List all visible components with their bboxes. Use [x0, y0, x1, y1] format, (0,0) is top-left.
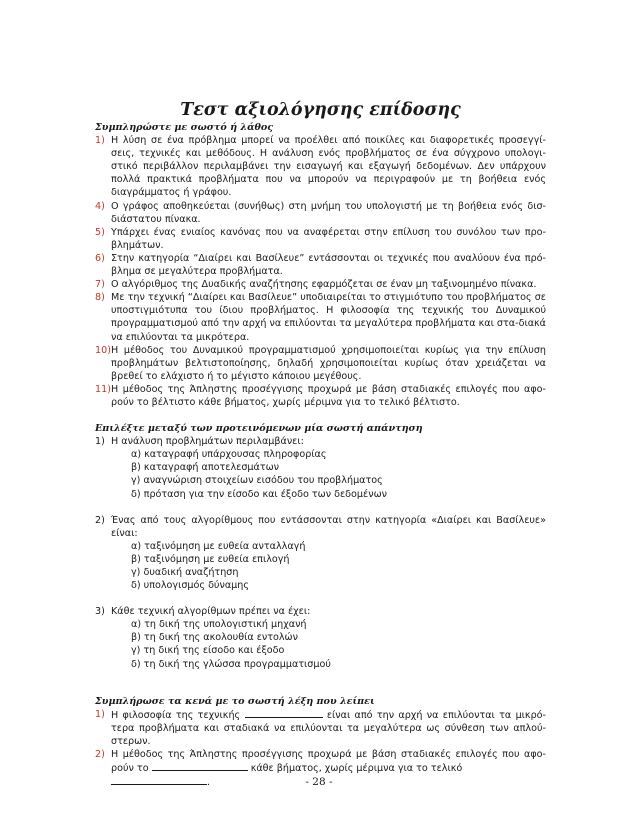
- item-number: 7): [95, 279, 105, 291]
- list-item: [95, 252, 546, 278]
- item-number: 2): [95, 749, 105, 761]
- true-false-list: [95, 134, 546, 409]
- item-text-before: Η φιλοσοφία της τεχνικής: [111, 709, 241, 721]
- item-text-end: .: [207, 777, 211, 789]
- item-text-before: Η μέθοδος της Άπληστης προσέγγισης προχωρά με βάση σταδιακές επιλογές που αφο-ρούν το: [111, 749, 546, 775]
- option: α) καταγραφή υπάρχουσας πληροφορίας: [131, 449, 327, 461]
- item-text: Η μέθοδος του Δυναμικού προγραμματισμού χρησιμοποιείται κυρίως για την επίλυση προβλημάτων βελτιστοποίησης, δηλαδή χρησιμοποιείται κυρίως όταν χρειάζεται να βρεθεί το ελάχιστο ή το μέγιστο κάποιου μεγέθους.: [111, 344, 546, 382]
- section-fill-blanks-heading: Συμπλήρωσε τα κενά με το σωστή λέξη που λείπει: [95, 695, 375, 707]
- option: γ) δυαδική αναζήτηση: [131, 567, 239, 578]
- blank-line[interactable]: [245, 708, 323, 718]
- question-stem: [95, 514, 546, 540]
- option: δ) τη δική της γλώσσα προγραμματισμού: [131, 658, 331, 670]
- option: δ) υπολογισμός δύναμης: [131, 580, 249, 592]
- item-number: 8): [95, 292, 105, 304]
- page-content: [95, 100, 546, 789]
- question-number: 2): [95, 514, 105, 526]
- item-text: Ο γράφος αποθηκεύεται (συνήθως) στη μνήμη του υπολογιστή με τη βοήθεια ενός δισ-διάστατου πίνακα.: [111, 200, 546, 225]
- option: γ) αναγνώριση στοιχείων εισόδου του προβλήματος: [131, 475, 383, 487]
- blank-line[interactable]: [152, 761, 248, 771]
- multiple-choice-list: [95, 435, 546, 671]
- list-item: [95, 226, 546, 252]
- item-text: Η μέθοδος της Άπληστης προσέγγισης προχωρά με βάση σταδιακές επιλογές που αφο-ρούν το βέλτιστο κάθε βήματος, χωρίς μέριμνα για το τελικό βέλτιστο.: [111, 383, 546, 408]
- page-number: - 28 -: [305, 776, 333, 788]
- item-text-after: είναι από την αρχή να επιλύονται τα μικρό-τερα προβλήματα και σταδιακά να επιλύονται τα μεγαλύτερα ως σύνθεση των απλού-στερων.: [111, 709, 546, 747]
- question-text: Η ανάλυση προβλημάτων περιλαμβάνει:: [111, 436, 304, 448]
- option: β) ταξινόμηση με ευθεία επιλογή: [131, 553, 290, 565]
- item-number: 11): [95, 383, 111, 395]
- option-list: [95, 448, 546, 500]
- item-text: Στην κατηγορία “Διαίρει και Βασίλευε” εντάσσονται οι τεχνικές που αναλύουν ένα πρό-βλημα σε μεγαλύτερα προβλήματα.: [111, 252, 546, 278]
- list-item: [95, 200, 546, 226]
- list-item: [95, 708, 546, 748]
- option-list: [95, 540, 546, 592]
- option: δ) πρόταση για την είσοδο και έξοδο των δεδομένων: [131, 488, 387, 500]
- section-true-false-heading: Συμπληρώστε με σωστό ή λάθος: [95, 122, 274, 133]
- item-number: 1): [95, 708, 105, 720]
- option: β) καταγραφή αποτελεσμάτων: [131, 462, 280, 474]
- question-text: Κάθε τεχνική αλγορίθμων πρέπει να έχει:: [111, 606, 311, 618]
- option: γ) τη δική της είσοδο και έξοδο: [131, 645, 285, 657]
- question-number: 1): [95, 436, 105, 448]
- list-item: [95, 291, 546, 343]
- question: [95, 605, 546, 670]
- question: [95, 435, 546, 500]
- item-number: 5): [95, 226, 105, 238]
- question: [95, 514, 546, 593]
- item-number: 6): [95, 252, 105, 264]
- list-item: [95, 383, 546, 409]
- list-item: [95, 134, 546, 199]
- question-stem: [95, 435, 546, 448]
- item-number: 10): [95, 344, 111, 356]
- section-multiple-choice-heading: Επιλέξτε μεταξύ των προτεινόμενων μία σωστή απάντηση: [95, 423, 423, 435]
- question-stem: [95, 605, 546, 618]
- question-number: 3): [95, 606, 105, 618]
- option: α) ταξινόμηση με ευθεία ανταλλαγή: [131, 540, 306, 552]
- item-text-after: κάθε βήματος, χωρίς μέριμνα για το τελικό: [250, 763, 463, 775]
- item-text: Με την τεχνική “Διαίρει και Βασίλευε” υποδιαιρείται το στιγμιότυπο του προβλήματος σε υποστιγμιότυπα του ίδιου προβλήματος. Η φιλοσοφία της τεχνικής του Δυναμικού προγραμματισμού από την αρχή να επιλύονται τα μεγαλύτερα προβλήματα και στα-διακά να επιλύονται τα μικρότερα.: [111, 292, 546, 343]
- item-text: Η λύση σε ένα πρόβλημα μπορεί να προέλθει από ποικίλες και διαφορετικές προσεγγί-σεις, τεχνικές και μεθόδους. Η ανάλυση ενός προβλήματος σε ένα σύγχρονο υπολογι-στικό περιβάλλον περιλαμβάνει την εισαγωγή και εξαγωγή δεδομένων. Δεν υπάρχουν πολλά πρακτικά προβλήματα που να μπορούν να περιγραφούν με τη βοήθεια ενός διαγράμματος ή γράφου.: [111, 135, 546, 199]
- item-number: 1): [95, 135, 105, 147]
- item-text: Ο αλγόριθμος της Δυαδικής αναζήτησης εφαρμόζεται σε έναν μη ταξινομημένο πίνακα.: [111, 279, 537, 291]
- list-item: [95, 278, 546, 291]
- option-list: [95, 618, 546, 670]
- question-text: Ένας από τους αλγορίθμους που εντάσσονται στην κατηγορία «Διαίρει και Βασίλευε» είναι:: [111, 514, 546, 539]
- option: β) τη δική της ακολουθία εντολών: [131, 632, 298, 644]
- option: α) τη δική της υπολογιστική μηχανή: [131, 619, 307, 631]
- page-title: Τεστ αξιολόγησης επίδοσης: [180, 100, 461, 120]
- item-number: 4): [95, 200, 105, 212]
- list-item: [95, 344, 546, 383]
- item-text: Υπάρχει ένας ενιαίος κανόνας που να αναφέρεται στην επίλυση του συνόλου των προ-βλημάτων.: [111, 226, 546, 251]
